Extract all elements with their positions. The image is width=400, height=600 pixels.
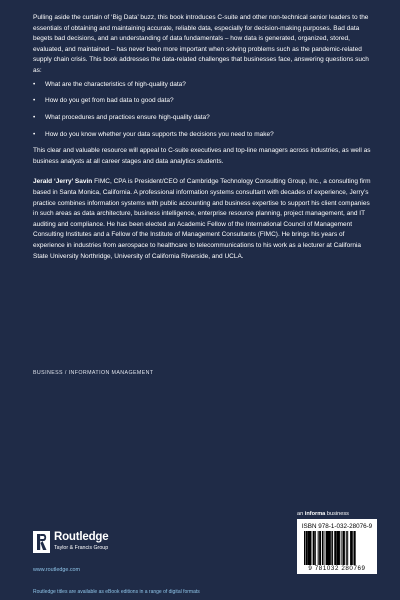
barcode-bar [313,531,315,565]
question-list [33,80,375,141]
barcode-bar [304,531,305,565]
bullet: • [33,130,36,138]
category-label: BUSINESS / INFORMATION MANAGEMENT [33,370,154,376]
question-item [33,96,375,107]
publisher-logo [33,525,163,565]
barcode-bar [326,531,329,565]
bullet: • [33,97,36,105]
barcode-bar [305,531,307,565]
barcode-bar [350,531,352,565]
bullet: • [33,80,36,88]
barcode-bar [354,531,356,565]
intro-paragraph: Pulling aside the curtain of ‘Big Data’ buzz, this book introduces C-suite and other non-technical senior leaders to the essentials of obtaining and maintaining accurate, reliable data, especially for decision-making purposes. Bad data begets bad decisions, and an understanding of data fundamentals – how data is generated, organized, stored, evaluated, and maintained – has never been more important when solving problems such as the pandemic-related supply chain crisis. This book addresses the data-related challenges that businesses face, answering questions such as: [33,14,369,74]
isbn-label: ISBN 978-1-032-28076-9 [301,523,373,530]
question-text: How do you know whether your data supports the decisions you need to make? [45,130,274,138]
barcode-bar [308,531,311,565]
barcode-bar [315,531,316,565]
barcode-number: 9 781032 280769 [308,565,366,572]
author-bio [33,177,375,262]
ebook-note: Routledge titles are available as eBook editions in a range of digital formats [33,589,200,595]
cover-text [33,13,375,262]
barcode-bar [341,531,342,565]
barcode-bar [334,531,336,565]
barcode-bar [322,531,323,565]
bullet: • [33,114,36,122]
publisher-website[interactable]: www.routledge.com [33,567,81,573]
informa-brand: informa [304,511,326,517]
barcode-image [304,531,370,565]
barcode-bar [319,531,321,565]
barcode-bar [323,531,324,565]
question-text: What procedures and practices ensure high-quality data? [45,114,210,122]
routledge-logo-icon [33,531,50,553]
barcode-bar [310,531,311,565]
barcode-bar [339,531,340,565]
barcode-bar [346,531,347,565]
barcode-bar [331,531,332,565]
question-item [33,130,375,141]
barcode-bar [347,531,348,565]
informa-tag: an informa business [297,511,349,517]
barcode-bar [318,531,319,565]
publisher-name: Routledge [54,531,109,543]
audience-paragraph: This clear and valuable resource will appeal to C-suite executives and top-line managers across industries, as well as business analysts at all career stages and data analytics students. [33,147,371,165]
barcode-bar [343,531,345,565]
author-bio-text: FIMC, CPA is President/CEO of Cambridge Technology Consulting Group, Inc., a consulting firm based in Santa Monica, California. A professional information systems consultant with decades of experience, Jerry’s practice combines information systems with public accounting and business expertise to support his client companies in such areas as data architecture, business intelligence, enterprise resource planning, project management, and IT auditing and compliance. He has been elected an Academic Fellow of the International Council of Management Consulting Institutes and a Fellow of the Institute of Management Consultants (FIMC). He brings his years of experience in industries from aerospace to healthcare to telecommunications to his work as a lecturer at California State University Northridge, University of California Riverside, and UCLA. [33,178,371,260]
publisher-subtitle: Taylor & Francis Group [54,545,109,551]
barcode-bar [336,531,339,565]
barcode-bar [352,531,353,565]
question-text: How do you get from bad data to good data? [45,97,174,105]
isbn-barcode [297,519,377,574]
question-item [33,113,375,124]
barcode-bar [328,531,330,565]
barcode-bar [332,531,333,565]
question-text: What are the characteristics of high-quality data? [45,80,186,88]
author-name: Jerald ‘Jerry’ Savin [33,178,93,186]
question-item [33,80,375,91]
